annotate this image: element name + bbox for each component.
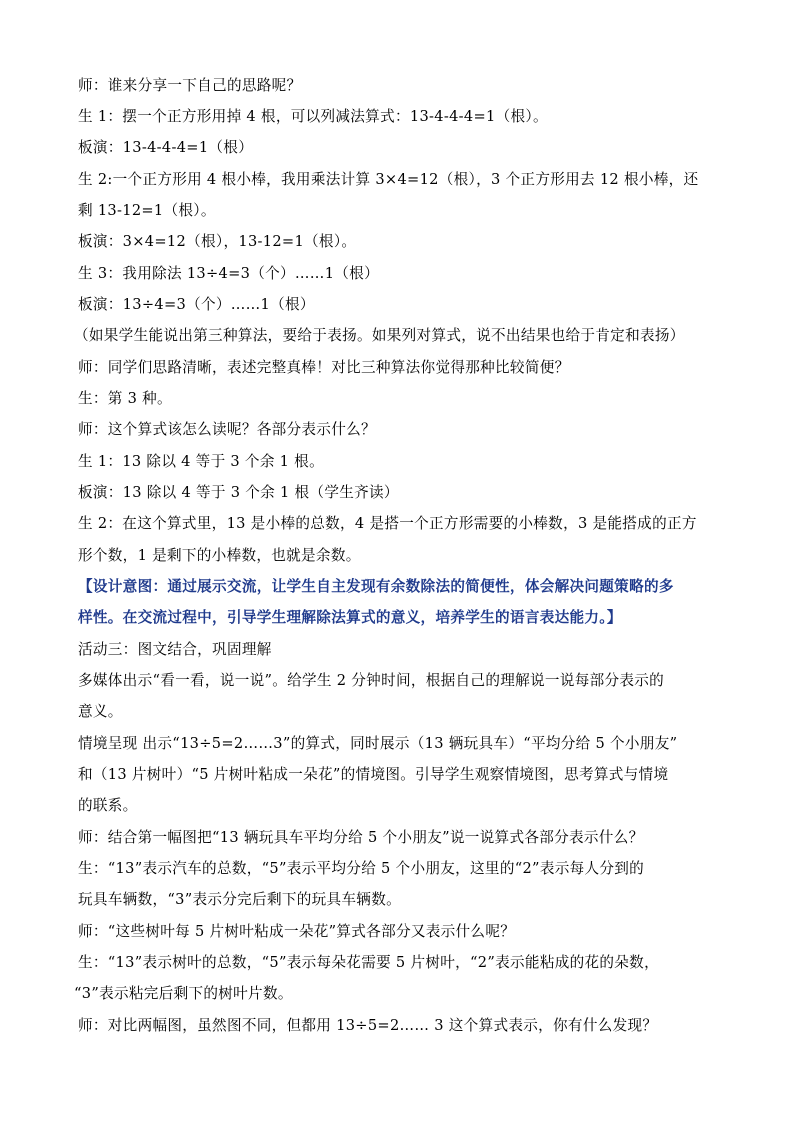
praise-note: （如果学生能说出第三种算法，要给于表扬。如果列对算式，说不出结果也给于肯定和表扬） [74,327,685,344]
scenario-presentation-cont: 和（13 片树叶）“5 片树叶粘成一朵花”的情境图。引导学生观察情境图，思考算式与情境 [78,766,669,783]
student-toy-cars: 生：“13”表示汽车的总数，“5”表示平均分给 5 个小朋友，这里的“2”表示每人分到的 [78,860,645,877]
student-leaves: 生：“13”表示树叶的总数，“5”表示每朵花需要 5 片树叶，“2”表示能粘成的花的朵数， [78,954,659,971]
design-intent: 【设计意图：通过展示交流，让学生自主发现有余数除法的简便性，体会解决问题策略的多 [78,578,674,595]
student2-explain-parts-cont: 形个数，1 是剩下的小棒数，也就是余数。 [78,547,361,564]
design-intent-cont: 样性。在交流过程中，引导学生理解除法算式的意义，培养学生的语言表达能力。】 [78,609,622,626]
student2-multiplication-cont: 剩 13-12=1（根）。 [78,202,216,219]
board-division: 板演：13÷4=3（个）……1（根） [78,296,315,313]
student1-subtraction: 生 1：摆一个正方形用掉 4 根，可以列减法算式：13-4-4-4=1（根）。 [78,108,548,125]
board-read-aloud: 板演：13 除以 4 等于 3 个余 1 根（学生齐读） [78,484,399,501]
teacher-first-picture: 师：结合第一幅图把“13 辆玩具车平均分给 5 个小朋友”说一说算式各部分表示什么？ [78,829,644,846]
scenario-presentation-end: 的联系。 [78,797,138,814]
scenario-presentation: 情境呈现 出示“13÷5=2……3”的算式，同时展示（13 辆玩具车）“平均分给 5 个小朋友” [78,735,678,752]
teacher-how-to-read: 师：这个算式该怎么读呢？各部分表示什么？ [78,421,376,438]
teacher-leaves-question: 师：“这些树叶每 5 片树叶粘成一朵花”算式各部分又表示什么呢？ [78,923,516,940]
board-subtraction: 板演：13-4-4-4=1（根） [78,139,254,156]
student-answer-third: 生：第 3 种。 [78,390,172,407]
student-toy-cars-cont: 玩具车辆数，“3”表示分完后剩下的玩具车辆数。 [78,891,401,908]
activity-three-heading: 活动三：图文结合，巩固理解 [78,641,272,658]
student-leaves-cont: “3”表示粘完后剩下的树叶片数。 [74,985,293,1002]
student2-multiplication: 生 2:一个正方形用 4 根小棒，我用乘法计算 3×4=12（根），3 个正方形用去 12 根小棒，还 [78,171,699,188]
student3-division: 生 3：我用除法 13÷4=3（个）……1（根） [78,265,379,282]
teacher-compare-methods: 师：同学们思路清晰，表述完整真棒！对比三种算法你觉得那种比较简便？ [78,359,570,376]
multimedia-display: 多媒体出示“看一看，说一说”。给学生 2 分钟时间，根据自己的理解说一说每部分表示的 [78,672,665,689]
teacher-compare-pictures: 师：对比两幅图，虽然图不同，但都用 13÷5=2…… 3 这个算式表示，你有什么发现？ [78,1017,658,1034]
board-multiplication: 板演：3×4=12（根），13-12=1（根）。 [78,233,357,250]
student2-explain-parts: 生 2：在这个算式里，13 是小棒的总数，4 是搭一个正方形需要的小棒数，3 是能搭成的正方 [78,515,697,532]
student1-read-aloud: 生 1：13 除以 4 等于 3 个余 1 根。 [78,453,324,470]
teacher-question-share: 师：谁来分享一下自己的思路呢？ [78,77,302,94]
multimedia-display-cont: 意义。 [78,703,123,720]
